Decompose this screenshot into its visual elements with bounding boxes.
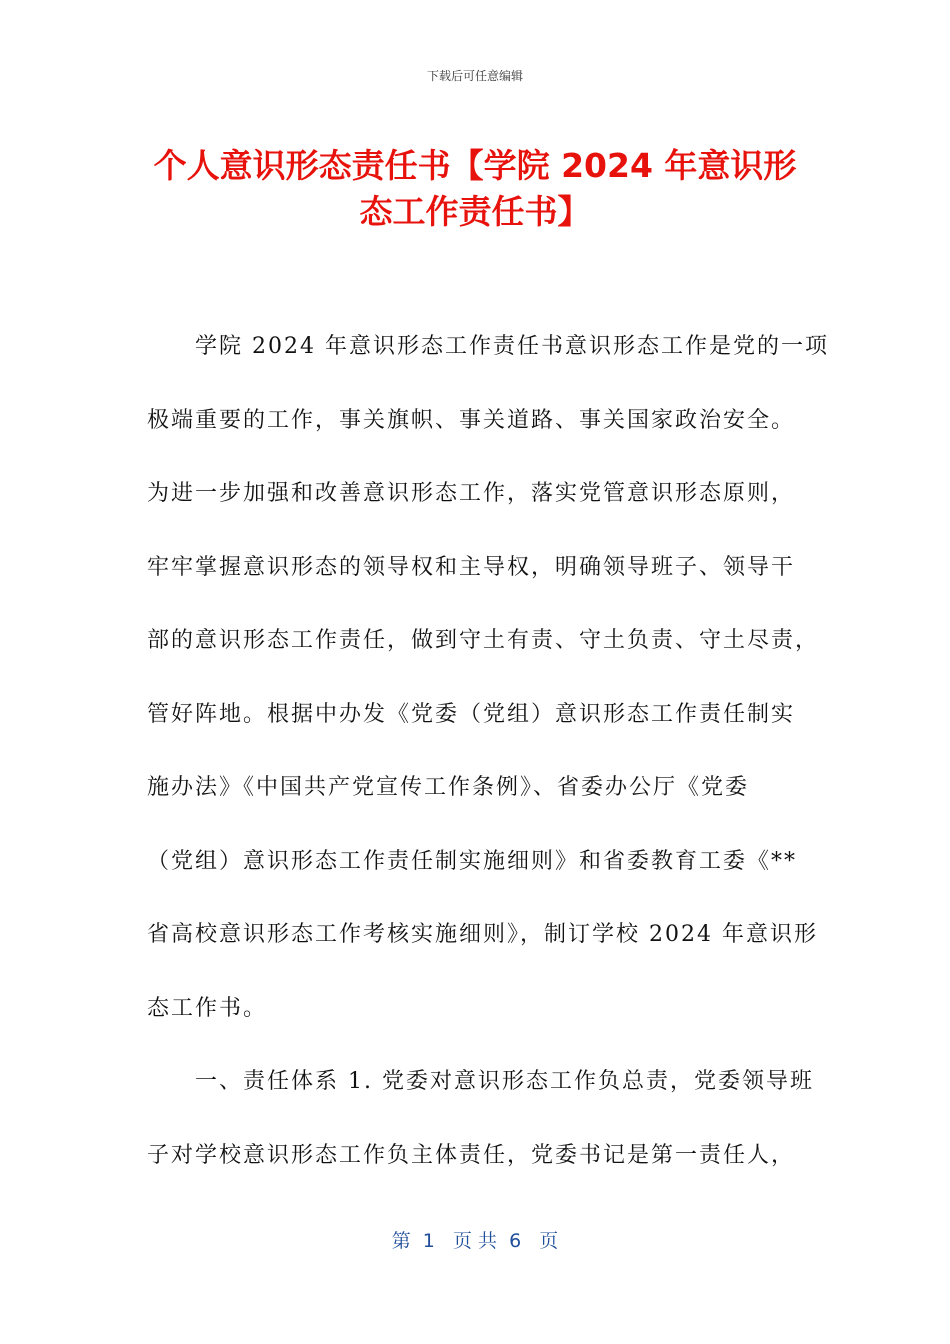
body-line: 学院 2024 年意识形态工作责任书意识形态工作是党的一项 [147, 334, 829, 359]
document-title [60, 143, 890, 235]
body-line: （党组）意识形态工作责任制实施细则》和省委教育工委《** [147, 848, 798, 874]
body-line: 部的意识形态工作责任，做到守土有责、守土负责、守土尽责， [147, 628, 820, 653]
title-line-2: 态工作责任书】 [359, 192, 591, 231]
body-line: 为进一步加强和改善意识形态工作，落实党管意识形态原则， [147, 481, 796, 506]
body-line: 极端重要的工作，事关旗帜、事关道路、事关国家政治安全。 [147, 407, 796, 433]
body-line: 省高校意识形态工作考核实施细则》，制订学校 2024 年意识形 [147, 922, 818, 947]
header-note: 下载后可任意编辑 [426, 69, 523, 83]
body-line: 牢牢掌握意识形态的领导权和主导权，明确领导班子、领导干 [147, 554, 796, 580]
page-footer: 第 1 页 共 6 页 [391, 1230, 559, 1252]
body-line: 态工作书。 [147, 995, 268, 1021]
body-line: 管好阵地。根据中办发《党委（党组）意识形态工作责任制实 [147, 701, 796, 727]
body-line: 一、责任体系 1. 党委对意识形态工作负总责，党委领导班 [147, 1069, 814, 1094]
document-body [147, 322, 829, 1204]
body-line: 子对学校意识形态工作负主体责任，党委书记是第一责任人， [147, 1142, 796, 1168]
title-line-1: 个人意识形态责任书【学院 2024 年意识形 [153, 146, 797, 185]
body-line: 施办法》《中国共产党宣传工作条例》、省委办公厅《党委 [147, 775, 750, 800]
